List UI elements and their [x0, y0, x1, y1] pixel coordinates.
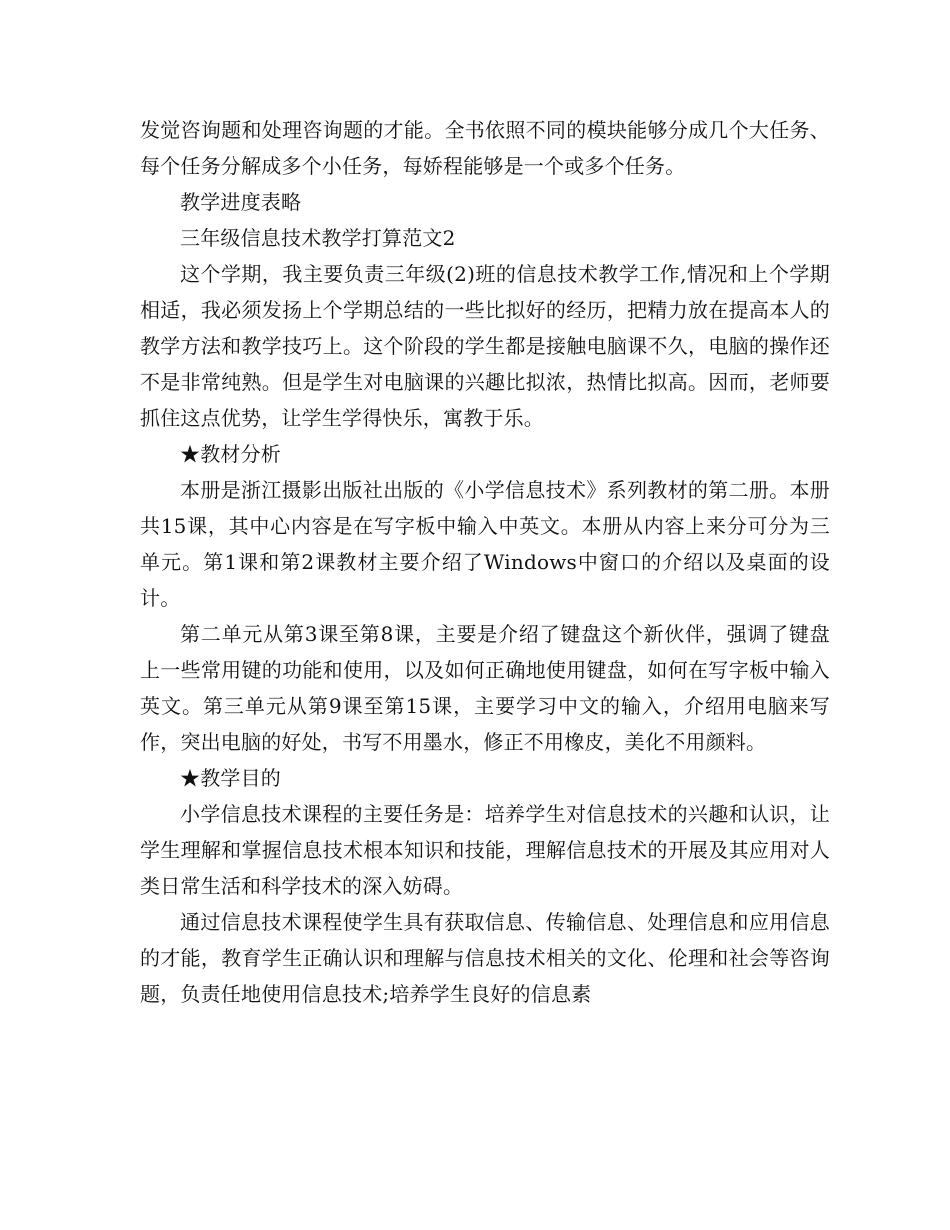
heading-teaching-goals: ★教学目的 [180, 766, 281, 790]
section-title: 三年级信息技术教学打算范文2 [180, 226, 456, 250]
paragraph-progress-note: 教学进度表略 [180, 190, 302, 214]
paragraph-textbook-overview: 本册是浙江摄影出版社出版的《小学信息技术》系列教材的第二册。本册共15课，其中心内容是在写字板中输入中英文。本册从内容上来分可分为三单元。第1课和第2课教材主要介绍了Windows中窗口的介绍以及桌面的设计。 [140, 478, 830, 610]
paragraph-introduction: 这个学期，我主要负责三年级(2)班的信息技术教学工作,情况和上个学期相适，我必须发扬上个学期总结的一些比拟好的经历，把精力放在提高本人的教学方法和教学技巧上。这个阶段的学生都是接触电脑课不久，电脑的操作还不是非常纯熟。但是学生对电脑课的兴趣比拟浓，热情比拟高。因而，老师要抓住这点优势，让学生学得快乐，寓教于乐。 [140, 262, 830, 430]
paragraph-units: 第二单元从第3课至第8课，主要是介绍了键盘这个新伙伴，强调了键盘上一些常用键的功能和使用，以及如何正确地使用键盘，如何在写字板中输入英文。第三单元从第9课至第15课，主要学习中文的输入，介绍用电脑来写作，突出电脑的好处，书写不用墨水，修正不用橡皮，美化不用颜料。 [140, 622, 830, 754]
document-body [140, 112, 830, 1012]
paragraph-course-ability: 通过信息技术课程使学生具有获取信息、传输信息、处理信息和应用信息的才能，教育学生正确认识和理解与信息技术相关的文化、伦理和社会等咨询题，负责任地使用信息技术;培养学生良好的信息素 [140, 910, 830, 1006]
paragraph-course-task: 小学信息技术课程的主要任务是：培养学生对信息技术的兴趣和认识，让学生理解和掌握信息技术根本知识和技能，理解信息技术的开展及其应用对人类日常生活和科学技术的深入妨碍。 [140, 802, 830, 898]
heading-textbook-analysis: ★教材分析 [180, 442, 281, 466]
paragraph-continuation: 发觉咨询题和处理咨询题的才能。全书依照不同的模块能够分成几个大任务、每个任务分解成多个小任务，每娇程能够是一个或多个任务。 [140, 118, 830, 178]
